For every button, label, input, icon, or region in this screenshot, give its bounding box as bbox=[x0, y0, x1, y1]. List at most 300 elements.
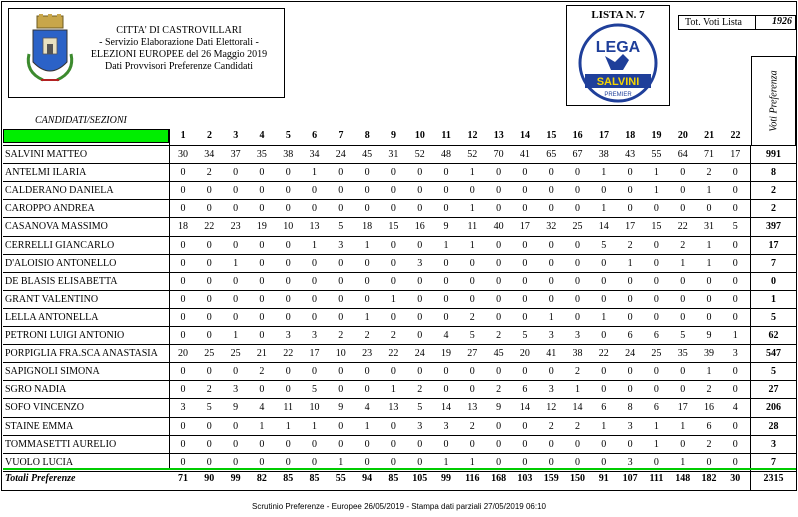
vote-cell: 0 bbox=[575, 293, 580, 305]
section-total: 85 bbox=[388, 473, 399, 484]
vote-cell: 0 bbox=[601, 257, 607, 269]
candidate-total: 3 bbox=[771, 438, 776, 450]
vote-cell: 0 bbox=[285, 203, 291, 215]
vote-cell: 0 bbox=[443, 257, 449, 269]
vote-cell: 0 bbox=[285, 275, 291, 287]
vote-cell: 5 bbox=[522, 330, 528, 341]
vote-cell: 22 bbox=[283, 348, 294, 360]
vote-cell: 0 bbox=[180, 203, 186, 215]
vote-cell: 0 bbox=[233, 239, 239, 251]
vote-cell: 0 bbox=[285, 311, 291, 323]
vote-cell: 31 bbox=[388, 149, 399, 160]
vote-cell: 0 bbox=[390, 420, 396, 432]
candidate-total: 2 bbox=[771, 185, 776, 197]
vote-cell: 0 bbox=[496, 438, 502, 450]
vote-cell: 2 bbox=[206, 384, 212, 396]
vote-cell: 0 bbox=[233, 167, 239, 179]
vote-cell: 0 bbox=[180, 293, 186, 305]
vote-cell: 4 bbox=[732, 402, 738, 414]
vote-cell: 0 bbox=[206, 293, 212, 305]
row-divider bbox=[3, 163, 796, 164]
section-total: 85 bbox=[283, 473, 294, 484]
candidate-name: CASANOVA MASSIMO bbox=[5, 221, 108, 233]
candidate-name: PORPIGLIA FRA.SCA ANASTASIA bbox=[5, 348, 158, 360]
vote-cell: 23 bbox=[230, 221, 241, 233]
vote-cell: 4 bbox=[443, 330, 449, 341]
vote-cell: 0 bbox=[548, 456, 554, 468]
vote-cell: 1 bbox=[653, 420, 659, 432]
vote-cell: 0 bbox=[627, 275, 633, 287]
candidati-sezioni-label: CANDIDATI/SEZIONI bbox=[35, 115, 127, 126]
vote-cell: 0 bbox=[206, 366, 212, 378]
vote-cell: 9 bbox=[706, 330, 712, 341]
vote-cell: 0 bbox=[732, 239, 738, 251]
vote-cell: 38 bbox=[572, 348, 583, 360]
vote-cell: 5 bbox=[469, 330, 475, 341]
vote-cell: 0 bbox=[259, 185, 265, 197]
vote-cell: 0 bbox=[627, 438, 633, 450]
vote-cell: 3 bbox=[627, 456, 633, 468]
vote-cell: 0 bbox=[233, 293, 239, 305]
vote-cell: 0 bbox=[206, 203, 212, 215]
candidate-total: 7 bbox=[771, 456, 776, 468]
vote-cell: 24 bbox=[414, 348, 425, 360]
vote-cell: 0 bbox=[680, 203, 686, 215]
vote-cell: 0 bbox=[180, 366, 186, 378]
row-divider bbox=[3, 326, 796, 327]
header-line-election: ELEZIONI EUROPEE del 26 Maggio 2019 bbox=[90, 49, 268, 60]
section-total: 71 bbox=[178, 473, 188, 484]
vote-cell: 14 bbox=[441, 402, 451, 414]
vote-cell: 0 bbox=[338, 293, 344, 305]
vote-cell: 0 bbox=[469, 185, 475, 197]
vote-cell: 1 bbox=[364, 311, 370, 323]
section-total: 90 bbox=[204, 473, 215, 484]
vote-cell: 1 bbox=[706, 239, 712, 251]
vote-cell: 0 bbox=[601, 330, 607, 341]
vote-cell: 0 bbox=[653, 275, 659, 287]
vote-cell: 2 bbox=[706, 167, 712, 179]
vote-cell: 0 bbox=[469, 366, 475, 378]
vote-cell: 27 bbox=[467, 348, 478, 360]
vote-cell: 1 bbox=[364, 239, 370, 251]
vote-cell: 0 bbox=[312, 456, 317, 468]
vote-cell: 5 bbox=[417, 402, 423, 414]
candidate-total: 5 bbox=[771, 311, 776, 323]
vote-cell: 0 bbox=[496, 239, 502, 251]
vote-cell: 35 bbox=[677, 348, 688, 360]
vote-cell: 0 bbox=[338, 366, 344, 378]
section-total: 159 bbox=[543, 473, 559, 484]
vote-cell: 6 bbox=[627, 330, 633, 341]
vote-cell: 0 bbox=[732, 293, 738, 305]
vote-cell: 0 bbox=[443, 167, 449, 179]
candidate-name: TOMMASETTI AURELIO bbox=[5, 438, 117, 450]
vote-cell: 0 bbox=[496, 167, 502, 179]
vote-cell: 0 bbox=[285, 239, 291, 251]
vote-cell: 0 bbox=[180, 330, 186, 341]
vote-cell: 0 bbox=[548, 167, 554, 179]
vote-cell: 0 bbox=[417, 203, 423, 215]
section-total: 55 bbox=[335, 473, 346, 484]
vote-cell: 2 bbox=[390, 330, 396, 341]
candidate-name: GRANT VALENTINO bbox=[5, 293, 99, 305]
vote-cell: 0 bbox=[522, 366, 528, 378]
section-total: 168 bbox=[491, 473, 507, 484]
vote-cell: 1 bbox=[443, 456, 449, 468]
vote-cell: 65 bbox=[546, 149, 557, 160]
vote-cell: 0 bbox=[548, 293, 554, 305]
vote-cell: 6 bbox=[706, 420, 712, 432]
candidate-total: 17 bbox=[768, 239, 779, 251]
vote-cell: 0 bbox=[706, 293, 712, 305]
vote-cell: 45 bbox=[493, 348, 504, 360]
vote-cell: 1 bbox=[680, 456, 686, 468]
vote-cell: 0 bbox=[732, 366, 738, 378]
vote-cell: 17 bbox=[309, 348, 320, 360]
vote-cell: 0 bbox=[180, 384, 186, 396]
vote-cell: 1 bbox=[469, 167, 475, 179]
section-header: 6 bbox=[312, 130, 318, 141]
vote-cell: 14 bbox=[598, 221, 609, 233]
vote-cell: 18 bbox=[362, 221, 373, 233]
header-text bbox=[89, 25, 269, 73]
table-header-divider bbox=[3, 145, 796, 146]
section-header: 4 bbox=[259, 130, 265, 141]
candidate-total: 27 bbox=[768, 384, 779, 396]
vote-cell: 39 bbox=[704, 348, 714, 360]
vote-cell: 2 bbox=[575, 366, 580, 378]
vote-cell: 0 bbox=[364, 438, 370, 450]
vote-cell: 0 bbox=[469, 438, 475, 450]
section-header: 5 bbox=[285, 130, 291, 141]
section-total: 30 bbox=[730, 473, 741, 484]
vote-cell: 52 bbox=[414, 149, 425, 160]
vote-cell: 0 bbox=[522, 203, 528, 215]
candidate-total: 206 bbox=[766, 402, 781, 414]
vote-cell: 0 bbox=[312, 438, 317, 450]
vote-cell: 1 bbox=[338, 456, 344, 468]
candidate-name: SGRO NADIA bbox=[5, 384, 67, 396]
vote-cell: 32 bbox=[546, 221, 557, 233]
vote-cell: 1 bbox=[469, 239, 475, 251]
vote-cell: 0 bbox=[443, 311, 449, 323]
vote-cell: 0 bbox=[285, 384, 291, 396]
vote-cell: 6 bbox=[522, 384, 528, 396]
vote-cell: 22 bbox=[204, 221, 215, 233]
vote-cell: 0 bbox=[259, 275, 265, 287]
section-header: 9 bbox=[391, 130, 397, 141]
vote-cell: 45 bbox=[362, 149, 373, 160]
vote-cell: 0 bbox=[285, 366, 291, 378]
vote-cell: 0 bbox=[627, 311, 633, 323]
vote-cell: 2 bbox=[469, 420, 475, 432]
vote-cell: 0 bbox=[732, 384, 738, 396]
vote-cell: 35 bbox=[256, 149, 267, 160]
vote-cell: 22 bbox=[388, 348, 399, 360]
vote-cell: 0 bbox=[627, 167, 633, 179]
vote-cell: 0 bbox=[469, 257, 475, 269]
vote-cell: 11 bbox=[467, 221, 478, 233]
vote-cell: 0 bbox=[601, 275, 607, 287]
candidates-header-bar bbox=[3, 129, 169, 143]
vote-cell: 3 bbox=[312, 330, 317, 341]
candidate-name: SALVINI MATTEO bbox=[5, 149, 88, 160]
vote-cell: 1 bbox=[680, 257, 686, 269]
candidate-name: LELLA ANTONELLA bbox=[5, 311, 99, 323]
vote-cell: 38 bbox=[283, 149, 294, 160]
vote-cell: 0 bbox=[259, 293, 265, 305]
vote-cell: 9 bbox=[443, 221, 449, 233]
vote-cell: 71 bbox=[704, 149, 714, 160]
vote-cell: 0 bbox=[496, 185, 502, 197]
candidate-total: 397 bbox=[766, 221, 781, 233]
vote-cell: 0 bbox=[338, 311, 344, 323]
vote-cell: 0 bbox=[312, 311, 317, 323]
vote-cell: 17 bbox=[677, 402, 688, 414]
vote-cell: 0 bbox=[732, 275, 738, 287]
row-divider bbox=[3, 272, 796, 273]
vote-cell: 0 bbox=[259, 257, 265, 269]
vote-cell: 0 bbox=[364, 456, 370, 468]
vote-cell: 0 bbox=[601, 293, 607, 305]
vote-cell: 0 bbox=[653, 366, 659, 378]
vote-cell: 37 bbox=[230, 149, 241, 160]
vote-cell: 2 bbox=[417, 384, 423, 396]
vote-cell: 0 bbox=[443, 384, 449, 396]
vote-cell: 2 bbox=[627, 239, 633, 251]
lista-title: LISTA N. 7 bbox=[591, 9, 645, 21]
vote-cell: 21 bbox=[256, 348, 267, 360]
vote-cell: 1 bbox=[364, 420, 370, 432]
vote-cell: 0 bbox=[548, 257, 554, 269]
vote-cell: 16 bbox=[704, 402, 714, 414]
vote-cell: 0 bbox=[364, 257, 370, 269]
vote-cell: 0 bbox=[180, 420, 186, 432]
tot-voti-lista-value: 1926 bbox=[755, 16, 795, 29]
vote-cell: 0 bbox=[496, 203, 502, 215]
vote-cell: 0 bbox=[338, 275, 344, 287]
vote-cell: 40 bbox=[493, 221, 504, 233]
vote-cell: 9 bbox=[496, 402, 502, 414]
section-header: 3 bbox=[233, 130, 239, 141]
vote-cell: 1 bbox=[601, 167, 607, 179]
vote-cell: 0 bbox=[285, 293, 291, 305]
vote-cell: 0 bbox=[285, 257, 291, 269]
vote-cell: 3 bbox=[417, 420, 423, 432]
vote-cell: 18 bbox=[178, 221, 188, 233]
vote-cell: 1 bbox=[680, 420, 686, 432]
vote-cell: 3 bbox=[285, 330, 291, 341]
vote-cell: 2 bbox=[706, 384, 712, 396]
row-divider bbox=[3, 217, 796, 218]
candidate-total: 0 bbox=[771, 275, 776, 287]
vote-cell: 31 bbox=[704, 221, 714, 233]
vote-cell: 0 bbox=[259, 311, 265, 323]
vote-cell: 0 bbox=[233, 420, 239, 432]
candidate-total: 1 bbox=[771, 293, 776, 305]
vote-cell: 55 bbox=[651, 149, 662, 160]
vote-cell: 0 bbox=[653, 456, 659, 468]
vote-cell: 0 bbox=[680, 438, 686, 450]
vote-cell: 0 bbox=[548, 239, 554, 251]
vote-cell: 0 bbox=[732, 257, 738, 269]
voti-preferenza-header bbox=[751, 56, 796, 145]
vote-cell: 3 bbox=[417, 257, 423, 269]
section-total: 116 bbox=[465, 473, 480, 484]
header-box bbox=[8, 8, 285, 98]
section-header: 1 bbox=[180, 130, 186, 141]
vote-cell: 0 bbox=[548, 185, 554, 197]
vote-cell: 0 bbox=[443, 366, 449, 378]
vote-cell: 0 bbox=[259, 438, 265, 450]
vote-cell: 0 bbox=[496, 366, 502, 378]
vote-cell: 0 bbox=[312, 203, 317, 215]
vote-cell: 1 bbox=[732, 330, 738, 341]
section-header: 7 bbox=[338, 130, 344, 141]
vote-cell: 0 bbox=[653, 293, 659, 305]
vote-cell: 0 bbox=[443, 275, 449, 287]
vote-cell: 1 bbox=[259, 420, 265, 432]
vote-cell: 0 bbox=[180, 456, 186, 468]
vote-cell: 0 bbox=[496, 311, 502, 323]
vote-cell: 43 bbox=[625, 149, 636, 160]
vote-cell: 0 bbox=[259, 239, 265, 251]
vote-cell: 1 bbox=[233, 330, 239, 341]
section-header: 8 bbox=[364, 130, 370, 141]
vote-cell: 0 bbox=[496, 257, 502, 269]
vote-cell: 0 bbox=[601, 384, 607, 396]
section-total: 107 bbox=[622, 473, 638, 484]
vote-cell: 0 bbox=[259, 203, 265, 215]
section-header: 21 bbox=[704, 130, 715, 141]
section-header: 18 bbox=[625, 130, 636, 141]
vote-cell: 14 bbox=[572, 402, 583, 414]
section-header: 12 bbox=[467, 130, 478, 141]
vote-cell: 0 bbox=[338, 257, 344, 269]
vote-cell: 1 bbox=[390, 293, 396, 305]
row-divider bbox=[3, 380, 796, 381]
vote-cell: 3 bbox=[180, 402, 186, 414]
vote-cell: 0 bbox=[417, 239, 423, 251]
vote-cell: 10 bbox=[309, 402, 320, 414]
vote-cell: 22 bbox=[677, 221, 688, 233]
vote-cell: 1 bbox=[285, 420, 291, 432]
vote-cell: 0 bbox=[180, 167, 186, 179]
vote-cell: 0 bbox=[180, 185, 186, 197]
vote-cell: 0 bbox=[548, 275, 554, 287]
vote-cell: 0 bbox=[627, 293, 633, 305]
vote-cell: 0 bbox=[548, 366, 554, 378]
vote-cell: 0 bbox=[522, 239, 528, 251]
vote-cell: 19 bbox=[441, 348, 451, 360]
vote-cell: 25 bbox=[651, 348, 662, 360]
vote-cell: 38 bbox=[598, 149, 609, 160]
vote-cell: 67 bbox=[572, 149, 583, 160]
vote-cell: 0 bbox=[364, 185, 370, 197]
vote-cell: 0 bbox=[680, 384, 686, 396]
vote-cell: 25 bbox=[204, 348, 215, 360]
vote-cell: 0 bbox=[627, 384, 633, 396]
vote-cell: 2 bbox=[469, 311, 475, 323]
candidate-name: ANTELMI ILARIA bbox=[5, 167, 87, 179]
candidate-total: 547 bbox=[766, 348, 781, 360]
vote-cell: 0 bbox=[575, 257, 580, 269]
vote-cell: 0 bbox=[732, 167, 738, 179]
vote-cell: 13 bbox=[309, 221, 320, 233]
vote-cell: 8 bbox=[627, 402, 633, 414]
vote-cell: 0 bbox=[496, 456, 502, 468]
vote-cell: 0 bbox=[206, 420, 212, 432]
vote-cell: 0 bbox=[496, 275, 502, 287]
vote-cell: 0 bbox=[180, 239, 186, 251]
vote-cell: 0 bbox=[575, 438, 580, 450]
vote-cell: 0 bbox=[233, 456, 239, 468]
vote-cell: 4 bbox=[259, 402, 265, 414]
grand-total: 2315 bbox=[763, 473, 784, 484]
vote-cell: 14 bbox=[519, 402, 530, 414]
vote-cell: 0 bbox=[390, 275, 396, 287]
vote-cell: 0 bbox=[575, 311, 580, 323]
section-header: 14 bbox=[520, 130, 531, 141]
row-divider bbox=[3, 344, 796, 345]
vote-cell: 0 bbox=[575, 456, 580, 468]
vote-cell: 0 bbox=[706, 203, 712, 215]
vote-cell: 0 bbox=[732, 203, 738, 215]
vote-cell: 3 bbox=[627, 420, 633, 432]
vote-cell: 2 bbox=[706, 438, 712, 450]
section-total: 105 bbox=[412, 473, 428, 484]
city-crest-icon bbox=[23, 14, 77, 94]
vote-cell: 23 bbox=[362, 348, 373, 360]
candidate-total: 28 bbox=[768, 420, 779, 432]
vote-cell: 0 bbox=[522, 167, 528, 179]
vote-cell: 0 bbox=[364, 203, 370, 215]
section-header: 10 bbox=[414, 130, 425, 141]
section-total: 82 bbox=[256, 473, 267, 484]
vote-cell: 0 bbox=[233, 203, 239, 215]
vote-cell: 3 bbox=[233, 384, 239, 396]
vote-cell: 0 bbox=[522, 420, 528, 432]
vote-cell: 12 bbox=[546, 402, 557, 414]
vote-cell: 25 bbox=[230, 348, 241, 360]
vote-cell: 0 bbox=[417, 275, 423, 287]
vote-cell: 0 bbox=[732, 420, 738, 432]
vote-cell: 0 bbox=[206, 239, 212, 251]
vote-cell: 0 bbox=[285, 456, 291, 468]
vote-cell: 5 bbox=[312, 384, 317, 396]
vote-cell: 1 bbox=[706, 366, 712, 378]
vote-cell: 5 bbox=[680, 330, 686, 341]
vote-cell: 0 bbox=[338, 185, 344, 197]
vote-cell: 0 bbox=[390, 438, 396, 450]
row-divider bbox=[3, 199, 796, 200]
section-total: 94 bbox=[362, 473, 373, 484]
vote-cell: 0 bbox=[575, 275, 580, 287]
vote-cell: 0 bbox=[653, 257, 659, 269]
row-divider bbox=[3, 290, 796, 291]
vote-cell: 0 bbox=[575, 239, 580, 251]
vote-cell: 0 bbox=[259, 330, 265, 341]
vote-cell: 2 bbox=[259, 366, 265, 378]
vote-cell: 1 bbox=[601, 420, 607, 432]
vote-cell: 24 bbox=[625, 348, 636, 360]
vote-cell: 0 bbox=[338, 420, 344, 432]
vote-cell: 0 bbox=[338, 203, 344, 215]
vote-cell: 0 bbox=[732, 311, 738, 323]
totals-label: Totali Preferenze bbox=[5, 473, 76, 484]
vote-cell: 17 bbox=[625, 221, 636, 233]
